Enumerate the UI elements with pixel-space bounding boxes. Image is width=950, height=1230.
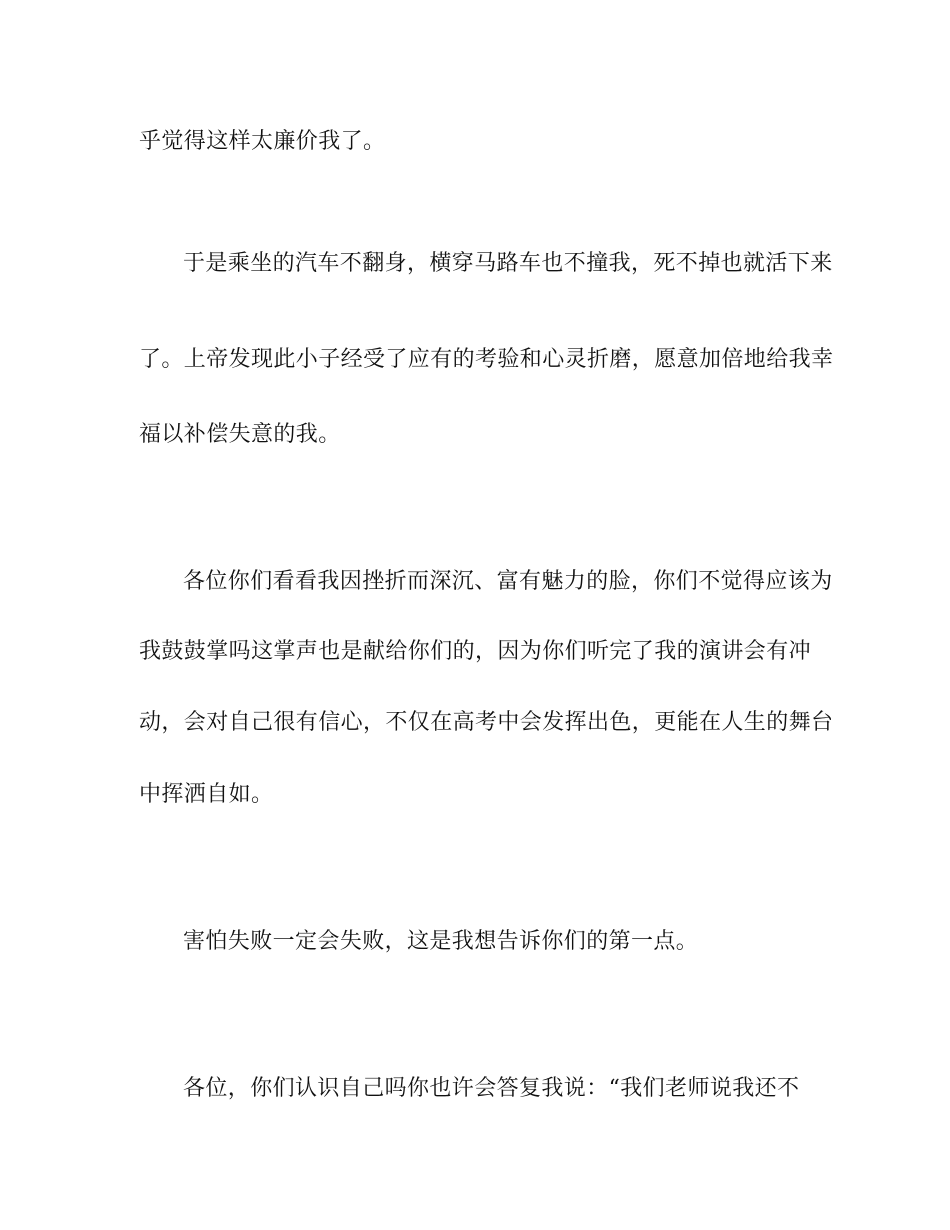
paragraph-line: 了。上帝发现此小子经受了应有的考验和心灵折磨，愿意加倍地给我幸 [139, 347, 834, 372]
paragraph-line: 中挥洒自如。 [139, 782, 274, 807]
paragraph-line: 各位，你们认识自己吗你也许会答复我说：“我们老师说我还不 [183, 1076, 800, 1101]
paragraph-line: 害怕失败一定会失败，这是我想告诉你们的第一点。 [183, 929, 699, 954]
paragraph-line: 各位你们看看我因挫折而深沉、富有魅力的脸，你们不觉得应该为 [183, 569, 833, 594]
paragraph-line: 于是乘坐的汽车不翻身，横穿马路车也不撞我，死不掉也就活下来 [183, 251, 833, 276]
paragraph-line: 我鼓鼓掌吗这掌声也是献给你们的，因为你们听完了我的演讲会有冲 [139, 639, 812, 664]
paragraph-line: 动，会对自己很有信心，不仅在高考中会发挥出色，更能在人生的舞台 [139, 710, 834, 735]
paragraph-line: 福以补偿失意的我。 [139, 422, 341, 447]
paragraph-line: 乎觉得这样太廉价我了。 [139, 129, 386, 154]
